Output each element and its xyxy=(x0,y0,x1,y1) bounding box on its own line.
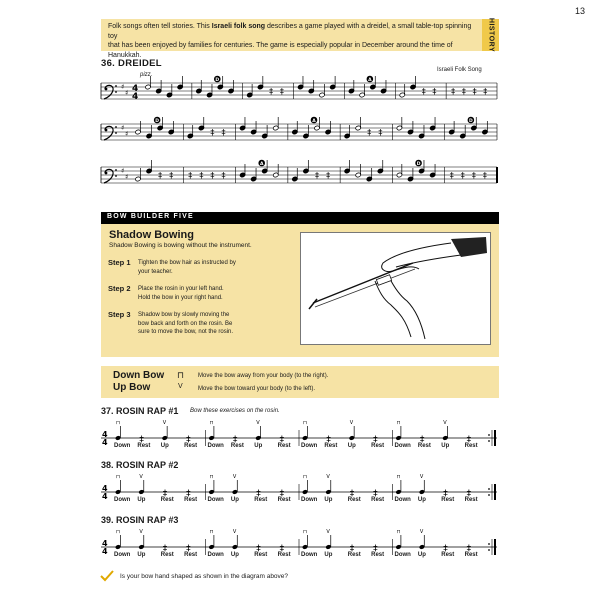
rest-mark: ‡ xyxy=(466,544,472,554)
note-letter: A xyxy=(259,162,264,167)
step3-line: bow back and forth on the rosin. Be xyxy=(138,320,233,327)
down-bow-mark: ⊓ xyxy=(303,420,307,426)
bow-direction-label: Rest xyxy=(160,552,174,558)
rosin-rap-note: Bow these exercises on the rosin. xyxy=(190,408,280,414)
bow-direction-label: Rest xyxy=(371,443,385,449)
bow-direction-label: Rest xyxy=(464,497,478,503)
rest-mark: ‡ xyxy=(466,489,472,499)
rest-mark: ‡ xyxy=(162,489,168,499)
bow-direction-label: Rest xyxy=(441,552,455,558)
down-bow-mark: ⊓ xyxy=(209,529,214,535)
bow-direction-label: Up xyxy=(347,443,356,449)
bow-direction-label: Rest xyxy=(277,552,291,558)
bass-clef-dot xyxy=(115,169,117,171)
rest-mark: ‡ xyxy=(449,171,454,180)
bass-clef-dot xyxy=(105,129,108,132)
down-bow-mark: ⊓ xyxy=(116,474,120,480)
up-bow-mark: V xyxy=(139,529,143,535)
rest-mark: ‡ xyxy=(256,489,261,499)
time-sig-bottom: 4 xyxy=(102,438,108,447)
down-bow-label: Down Bow xyxy=(113,370,165,381)
rest-mark: ‡ xyxy=(326,171,331,180)
down-bow-mark: ⊓ xyxy=(209,420,214,426)
time-sig-top: 4 xyxy=(102,539,108,548)
bow-direction-label: Rest xyxy=(277,497,291,503)
time-sig-top: 4 xyxy=(102,484,108,493)
step2-line: Hold the bow in your right hand. xyxy=(138,294,223,301)
dreidel-credit: Israeli Folk Song xyxy=(437,67,482,73)
history-line1-pre: Folk songs often tell stories. This xyxy=(108,23,212,30)
up-bow-mark: V xyxy=(162,420,167,426)
bow-direction-label: Up xyxy=(230,552,239,558)
time-sig-top: 4 xyxy=(102,430,108,439)
rest-mark: ‡ xyxy=(210,171,215,180)
down-bow-mark: ⊓ xyxy=(303,529,307,535)
bow-direction-label: Up xyxy=(254,443,263,449)
repeat-dot xyxy=(488,494,490,496)
rest-mark: ‡ xyxy=(279,489,285,499)
shadow-bowing-subtitle: Shadow Bowing is bowing without the instrument. xyxy=(109,242,252,249)
note-letter: A xyxy=(368,78,372,83)
rest-mark: ‡ xyxy=(186,489,191,499)
bow-direction-label: Rest xyxy=(347,552,361,558)
step3-line: sure to move the bow, not the rosin. xyxy=(138,329,234,335)
up-bow-mark: V xyxy=(326,529,330,535)
up-bow-mark: V xyxy=(256,420,260,426)
down-bow-mark: ⊓ xyxy=(116,420,120,426)
repeat-dot xyxy=(488,440,490,442)
rest-mark: ‡ xyxy=(461,87,466,96)
rhythm-staff xyxy=(0,470,600,510)
rest-mark: ‡ xyxy=(483,87,488,96)
bass-clef-dot xyxy=(105,88,108,91)
bow-direction-label: Down xyxy=(394,552,411,558)
rosin-rap-title: 37. ROSIN RAP #1 xyxy=(101,406,179,416)
bow-direction-label: Down xyxy=(114,552,131,558)
up-bow-description: Move the bow toward your body (to the left). xyxy=(198,386,316,392)
bow-direction-label: Down xyxy=(301,497,318,503)
repeat-dot xyxy=(488,549,490,551)
checkmark-icon xyxy=(99,570,115,582)
bow-direction-label: Down xyxy=(207,497,224,503)
key-sharp: ♯ xyxy=(121,124,125,132)
bass-clef-dot xyxy=(115,126,117,128)
bow-direction-label: Down xyxy=(394,443,411,449)
rest-mark: ‡ xyxy=(373,544,378,554)
bass-clef-dot xyxy=(105,172,108,175)
step2-line: Place the rosin in your left hand. xyxy=(138,286,224,292)
rest-mark: ‡ xyxy=(221,171,226,180)
rest-mark: ‡ xyxy=(482,171,487,180)
repeat-dot xyxy=(488,434,490,436)
rest-mark: ‡ xyxy=(451,87,456,96)
bass-clef xyxy=(104,85,113,99)
bow-direction-label: Rest xyxy=(347,497,361,503)
note-letter: D xyxy=(416,162,421,167)
rest-mark: ‡ xyxy=(315,171,319,180)
rest-mark: ‡ xyxy=(256,544,261,554)
rest-mark: ‡ xyxy=(188,171,193,180)
rest-mark: ‡ xyxy=(186,544,191,554)
bow-stick xyxy=(313,263,413,303)
note-letter: D xyxy=(215,78,220,83)
bass-clef xyxy=(104,126,113,140)
bow-direction-label: Down xyxy=(394,497,411,503)
rest-mark: ‡ xyxy=(443,544,448,554)
bow-direction-label: Up xyxy=(137,497,146,503)
step1-line: your teacher. xyxy=(138,268,173,275)
bow-direction-label: Rest xyxy=(254,552,268,558)
bow-direction-label: Rest xyxy=(371,552,385,558)
shadow-bowing-illustration xyxy=(300,232,491,345)
bow-direction-label: Up xyxy=(230,497,239,503)
key-sharp: ♯ xyxy=(121,167,125,175)
history-tab-label: HISTORY xyxy=(487,17,494,53)
bow-direction-label: Up xyxy=(417,497,426,503)
bow-direction-label: Up xyxy=(160,443,169,449)
rest-mark: ‡ xyxy=(279,87,284,96)
rest-mark: ‡ xyxy=(419,435,425,445)
bass-clef-dot xyxy=(115,132,117,134)
rest-mark: ‡ xyxy=(421,87,426,96)
rest-mark: ‡ xyxy=(279,435,285,445)
down-bow-symbol: ⊓ xyxy=(177,370,185,380)
note-letter: D xyxy=(468,119,473,124)
bow-tip xyxy=(309,299,317,309)
bow-builder-header-text: BOW BUILDER FIVE xyxy=(107,213,194,220)
bow-direction-label: Rest xyxy=(184,443,198,449)
dreidel-staves xyxy=(101,76,497,183)
rest-mark: ‡ xyxy=(466,435,472,445)
up-bow-mark: V xyxy=(443,420,447,426)
bow-direction-label: Rest xyxy=(137,443,151,449)
down-bow-mark: ⊓ xyxy=(303,474,307,480)
bow-direction-label: Rest xyxy=(417,443,431,449)
note-letter: A xyxy=(312,119,316,124)
rhythm-staff xyxy=(0,525,600,565)
bow-builder-header xyxy=(101,212,499,224)
bow-direction-label: Rest xyxy=(160,497,174,503)
bow-direction-label: Up xyxy=(137,552,146,558)
down-bow-mark: ⊓ xyxy=(209,474,214,480)
rest-mark: ‡ xyxy=(139,435,144,445)
bow-direction-label: Up xyxy=(324,552,333,558)
rhythm-staff xyxy=(0,416,600,456)
history-line1-post: describes a game played with a dreidel, a small table-top spinning toy xyxy=(108,23,472,40)
up-bow-symbol: V xyxy=(178,383,183,390)
up-bow-mark: V xyxy=(419,474,424,480)
bow-direction-label: Down xyxy=(114,443,131,449)
bass-clef-dot xyxy=(115,91,117,93)
bow-direction-label: Rest xyxy=(184,497,198,503)
bow-direction-label: Down xyxy=(207,443,224,449)
step3-text xyxy=(138,311,233,337)
key-sharp: ♯ xyxy=(125,173,129,181)
rest-mark: ‡ xyxy=(269,87,274,96)
bow-direction-label: Rest xyxy=(464,443,478,449)
bow-direction-label: Down xyxy=(114,497,131,503)
pizz-marking: pizz. xyxy=(140,72,153,78)
time-sig-bottom: 4 xyxy=(132,92,139,102)
down-bow-mark: ⊓ xyxy=(396,474,401,480)
up-bow-mark: V xyxy=(349,420,354,426)
step3-line: Shadow bow by slowly moving the xyxy=(138,312,230,318)
rest-mark: ‡ xyxy=(279,544,285,554)
bow-direction-label: Down xyxy=(301,443,318,449)
left-arm-outline xyxy=(375,281,411,337)
rest-mark: ‡ xyxy=(378,128,383,137)
hand-outline xyxy=(382,243,451,272)
key-sharp: ♯ xyxy=(121,83,125,91)
time-sig-top: 4 xyxy=(132,84,139,94)
bow-direction-label: Rest xyxy=(184,552,198,558)
rest-mark: ‡ xyxy=(169,171,174,180)
time-sig-bottom: 4 xyxy=(102,492,108,501)
rest-mark: ‡ xyxy=(162,544,168,554)
bow-direction-label: Up xyxy=(417,552,426,558)
step1-label: Step 1 xyxy=(108,258,131,267)
note-letter: D xyxy=(155,119,160,124)
rest-mark: ‡ xyxy=(472,87,477,96)
rest-mark: ‡ xyxy=(186,435,191,445)
rest-mark: ‡ xyxy=(432,87,437,96)
time-sig-bottom: 4 xyxy=(102,547,108,556)
shadow-bowing-title: Shadow Bowing xyxy=(109,229,194,241)
bow-direction-label: Rest xyxy=(464,552,478,558)
hand-bow-drawing xyxy=(301,233,490,344)
rest-mark: ‡ xyxy=(158,171,163,180)
down-bow-mark: ⊓ xyxy=(116,529,120,535)
up-bow-mark: V xyxy=(419,529,424,535)
repeat-dot xyxy=(488,543,490,545)
rest-mark: ‡ xyxy=(367,128,372,137)
step3-label: Step 3 xyxy=(108,310,131,319)
up-bow-mark: V xyxy=(326,474,330,480)
bass-clef-dot xyxy=(115,85,117,87)
rest-mark: ‡ xyxy=(199,171,204,180)
step1-line: Tighten the bow hair as instructed by xyxy=(138,260,236,266)
bow-direction-label: Rest xyxy=(371,497,385,503)
repeat-dot xyxy=(488,488,490,490)
key-sharp: ♯ xyxy=(125,130,129,138)
bow-direction-label: Down xyxy=(207,552,224,558)
history-line1-bold: Israeli folk song xyxy=(211,23,266,30)
bow-direction-label: Rest xyxy=(324,443,338,449)
up-bow-mark: V xyxy=(139,474,143,480)
step2-text xyxy=(138,285,224,302)
rosin-rap-title: 39. ROSIN RAP #3 xyxy=(101,515,179,525)
bow-hair xyxy=(315,269,415,307)
rosin-rap-title: 38. ROSIN RAP #2 xyxy=(101,460,179,470)
bass-clef-dot xyxy=(115,175,117,177)
down-bow-mark: ⊓ xyxy=(396,420,401,426)
rest-mark: ‡ xyxy=(349,544,355,554)
rest-mark: ‡ xyxy=(349,489,355,499)
rest-mark: ‡ xyxy=(326,435,331,445)
rest-mark: ‡ xyxy=(373,489,378,499)
bow-direction-label: Up xyxy=(324,497,333,503)
page-number: 13 xyxy=(575,6,586,16)
rest-mark: ‡ xyxy=(443,489,448,499)
rest-mark: ‡ xyxy=(471,171,476,180)
bow-direction-label: Down xyxy=(301,552,318,558)
step2-label: Step 2 xyxy=(108,284,131,293)
rest-mark: ‡ xyxy=(373,435,378,445)
rest-mark: ‡ xyxy=(221,128,226,137)
bow-direction-label: Rest xyxy=(254,497,268,503)
key-sharp: ♯ xyxy=(125,89,129,97)
checkpoint-question: Is your bow hand shaped as shown in the diagram above? xyxy=(120,573,289,580)
history-line2: that has been enjoyed by families for centuries. The game is especially popular in December around the time of Hanukkah. xyxy=(108,42,453,59)
bow-direction-label: Rest xyxy=(230,443,244,449)
bass-clef xyxy=(104,169,113,183)
up-bow-label: Up Bow xyxy=(113,382,151,393)
sleeve-shape xyxy=(451,237,487,257)
down-bow-mark: ⊓ xyxy=(396,529,401,535)
dreidel-title: 36. DREIDEL xyxy=(101,58,162,69)
rest-mark: ‡ xyxy=(210,128,215,137)
rest-mark: ‡ xyxy=(232,435,238,445)
bow-direction-label: Up xyxy=(441,443,450,449)
bow-direction-label: Rest xyxy=(277,443,291,449)
up-bow-mark: V xyxy=(232,529,237,535)
down-bow-description: Move the bow away from your body (to the right). xyxy=(198,373,329,379)
step1-text xyxy=(138,259,236,276)
bow-direction-label: Rest xyxy=(441,497,455,503)
up-bow-mark: V xyxy=(232,474,237,480)
rest-mark: ‡ xyxy=(460,171,465,180)
